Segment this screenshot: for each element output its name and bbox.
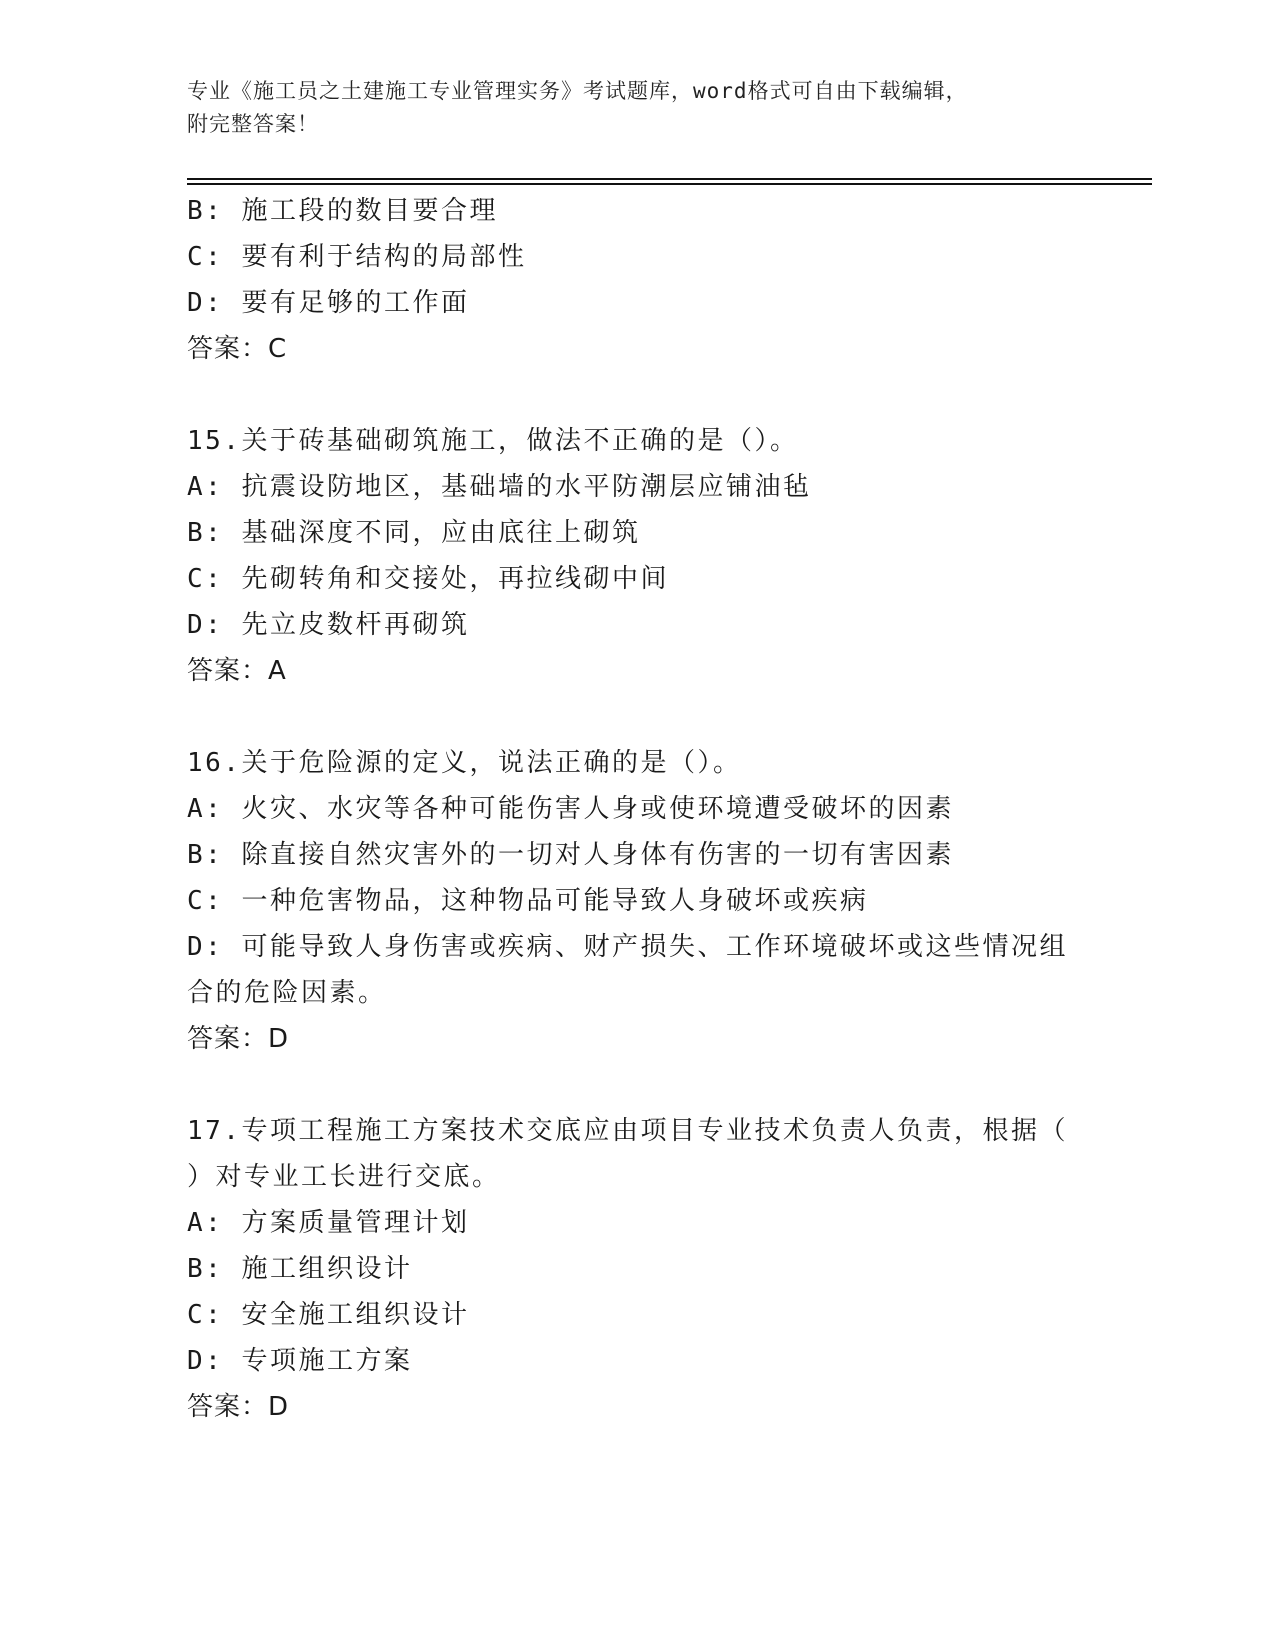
spacer [187,1062,1087,1108]
header-line-2: 附完整答案！ [187,112,319,136]
answer-line: 答案：A [187,656,287,686]
header-line-1: 专业《施工员之土建施工专业管理实务》考试题库，word格式可自由下载编辑， [187,79,968,103]
header-rule-bottom [187,183,1152,185]
question-text: 17.专项工程施工方案技术交底应由项目专业技术负责人负责，根据（ [187,1116,1068,1146]
answer-line: 答案：D [187,1024,290,1054]
option-b: B: 基础深度不同，应由底往上砌筑 [187,518,641,548]
option-b: B: 除直接自然灾害外的一切对人身体有伤害的一切有害因素 [187,840,954,870]
question-block-17 [187,1108,1087,1430]
option-c: C: 要有利于结构的局部性 [187,242,527,272]
question-text: 16.关于危险源的定义，说法正确的是（）。 [187,748,742,778]
option-a: A: 方案质量管理计划 [187,1208,470,1238]
option-d: D: 可能导致人身伤害或疾病、财产损失、工作环境破坏或这些情况组 [187,932,1068,962]
option-c: C: 先砌转角和交接处，再拉线砌中间 [187,564,669,594]
question-content [187,188,1087,1430]
option-a: A: 抗震设防地区，基础墙的水平防潮层应铺油毡 [187,472,812,502]
spacer [187,372,1087,418]
answer-line: 答案：D [187,1392,290,1422]
spacer [187,694,1087,740]
option-c: C: 一种危害物品，这种物品可能导致人身破坏或疾病 [187,886,869,916]
option-a: A: 火灾、水灾等各种可能伤害人身或使环境遭受破坏的因素 [187,794,954,824]
question-text-continued: ）对专业工长进行交底。 [187,1162,501,1192]
header-rule-top [187,178,1152,180]
question-text: 15.关于砖基础砌筑施工，做法不正确的是（）。 [187,426,799,456]
option-d: D: 专项施工方案 [187,1346,413,1376]
option-d: D: 先立皮数杆再砌筑 [187,610,470,640]
answer-line: 答案：C [187,334,288,364]
option-d-continued: 合的危险因素。 [187,978,387,1008]
option-b: B: 施工组织设计 [187,1254,413,1284]
option-b: B: 施工段的数目要合理 [187,196,498,226]
question-block-15 [187,418,1087,694]
question-block-16 [187,740,1087,1062]
question-block-continued [187,188,1087,372]
option-d: D: 要有足够的工作面 [187,288,470,318]
option-c: C: 安全施工组织设计 [187,1300,470,1330]
document-header [187,75,1087,141]
